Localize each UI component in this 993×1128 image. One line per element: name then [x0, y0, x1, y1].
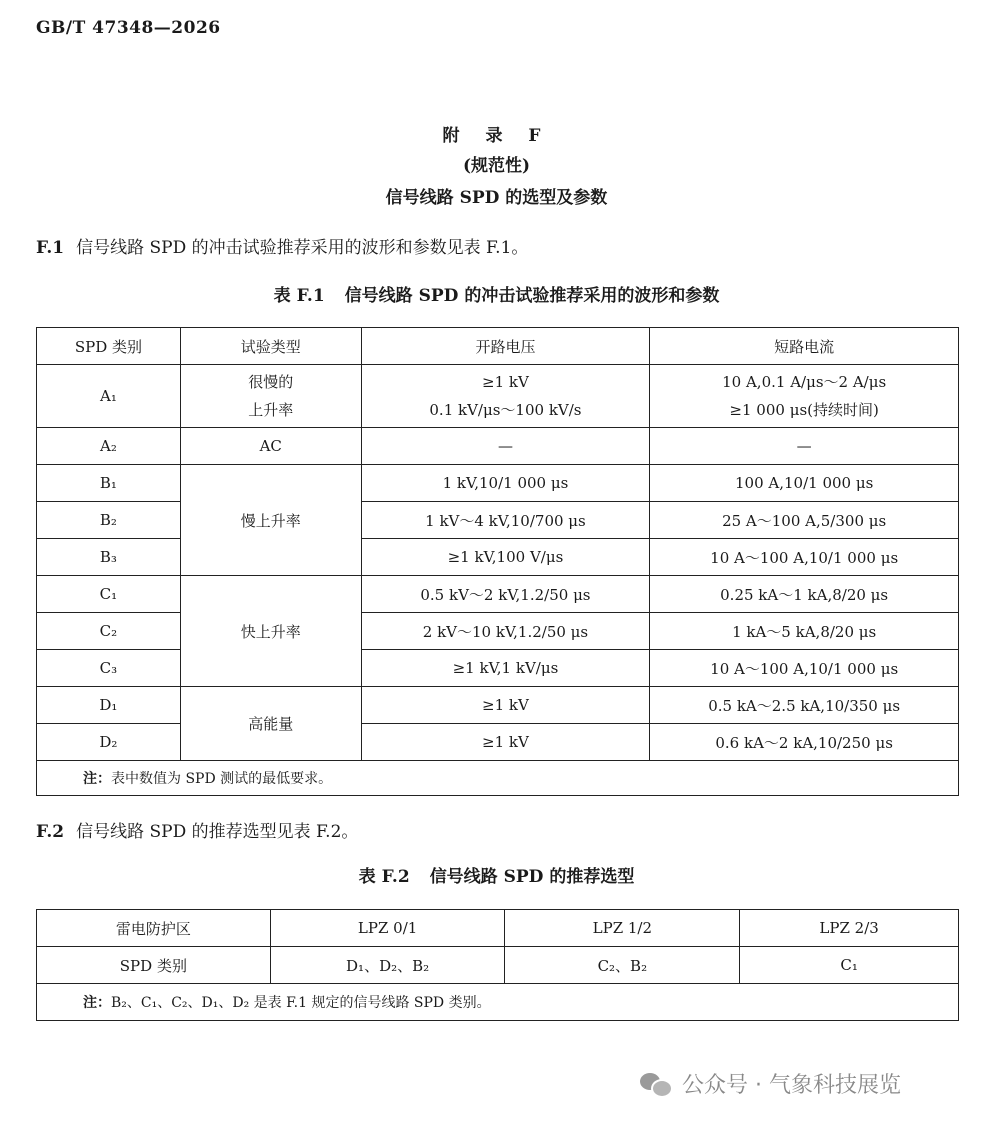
clause-text: 信号线路 SPD 的推荐选型见表 F.2。 — [76, 822, 359, 842]
clause-text: 信号线路 SPD 的冲击试验推荐采用的波形和参数见表 F.1。 — [76, 238, 529, 258]
standard-code: GB/T 47348—2026 — [36, 18, 221, 38]
table-note — [37, 761, 959, 796]
current-cell: 0.6 kA～2 kA,10/250 μs — [650, 724, 959, 761]
table-row — [37, 576, 959, 613]
category-cell: C₁ — [740, 947, 959, 984]
table2-caption-text: 信号线路 SPD 的推荐选型 — [429, 867, 635, 887]
current-cell: 1 kA～5 kA,8/20 μs — [650, 613, 959, 650]
voltage-cell: 1 kV,10/1 000 μs — [361, 465, 650, 502]
category-cell: D₁、D₂、B₂ — [270, 947, 505, 984]
current-cell — [650, 365, 959, 428]
table-row — [37, 910, 959, 947]
header-cell: 短路电流 — [650, 328, 959, 365]
current-cell: 10 A～100 A,10/1 000 μs — [650, 650, 959, 687]
table-row — [37, 539, 959, 576]
header-cell: 开路电压 — [361, 328, 650, 365]
voltage-cell: 0.5 kV～2 kV,1.2/50 μs — [361, 576, 650, 613]
note-label: 注： — [83, 771, 111, 787]
test-type-cell: 慢上升率 — [180, 465, 361, 576]
test-type-cell: 快上升率 — [180, 576, 361, 687]
current-cell: — — [650, 428, 959, 465]
current-line: 10 A,0.1 A/μs～2 A/μs — [722, 373, 887, 391]
category-cell: B₁ — [37, 465, 181, 502]
table-row — [37, 687, 959, 724]
table-row — [37, 613, 959, 650]
zone-cell: LPZ 1/2 — [505, 910, 740, 947]
test-type-cell: 高能量 — [180, 687, 361, 761]
category-cell: B₂ — [37, 502, 181, 539]
table-row — [37, 650, 959, 687]
category-cell: C₂ — [37, 613, 181, 650]
voltage-cell: 1 kV～4 kV,10/700 μs — [361, 502, 650, 539]
clause-number: F.2 — [36, 822, 65, 842]
current-line: ≥1 000 μs(持续时间) — [729, 401, 879, 419]
table-row — [37, 724, 959, 761]
note-text: 表中数值为 SPD 测试的最低要求。 — [111, 771, 333, 787]
current-cell: 100 A,10/1 000 μs — [650, 465, 959, 502]
test-type-line: 很慢的 — [248, 373, 294, 391]
table-row — [37, 365, 959, 428]
category-cell: C₃ — [37, 650, 181, 687]
voltage-cell — [361, 365, 650, 428]
voltage-line: 0.1 kV/μs～100 kV/s — [429, 401, 582, 419]
clause-f2 — [36, 817, 358, 842]
table-note-row — [37, 984, 959, 1021]
table1-caption-text: 信号线路 SPD 的冲击试验推荐采用的波形和参数 — [344, 286, 720, 306]
annex-type: (规范性) — [462, 156, 531, 176]
table-f2 — [36, 909, 959, 1021]
category-cell: D₁ — [37, 687, 181, 724]
current-cell: 25 A～100 A,5/300 μs — [650, 502, 959, 539]
voltage-cell: — — [361, 428, 650, 465]
voltage-cell: ≥1 kV,1 kV/μs — [361, 650, 650, 687]
table-header-row — [37, 328, 959, 365]
zone-cell: LPZ 2/3 — [740, 910, 959, 947]
table-f1 — [36, 327, 959, 796]
category-cell: C₂、B₂ — [505, 947, 740, 984]
header-cell: 试验类型 — [180, 328, 361, 365]
voltage-cell: ≥1 kV — [361, 687, 650, 724]
voltage-line: ≥1 kV — [482, 373, 529, 391]
table-note-row — [37, 761, 959, 796]
table-row — [37, 465, 959, 502]
category-cell: A₁ — [37, 365, 181, 428]
zone-header-cell: 雷电防护区 — [37, 910, 271, 947]
table-note — [37, 984, 959, 1021]
table1-caption — [0, 281, 993, 306]
annex-title: 附 录 F — [442, 126, 551, 146]
header-cell: SPD 类别 — [37, 328, 181, 365]
note-label: 注： — [83, 995, 111, 1011]
voltage-cell: ≥1 kV,100 V/μs — [361, 539, 650, 576]
category-cell: A₂ — [37, 428, 181, 465]
category-header-cell: SPD 类别 — [37, 947, 271, 984]
category-cell: B₃ — [37, 539, 181, 576]
clause-f1 — [36, 233, 528, 258]
current-cell: 0.25 kA～1 kA,8/20 μs — [650, 576, 959, 613]
voltage-cell: ≥1 kV — [361, 724, 650, 761]
test-type-cell: AC — [180, 428, 361, 465]
voltage-cell: 2 kV～10 kV,1.2/50 μs — [361, 613, 650, 650]
category-cell: D₂ — [37, 724, 181, 761]
current-cell: 10 A～100 A,10/1 000 μs — [650, 539, 959, 576]
clause-number: F.1 — [36, 238, 65, 258]
test-type-line: 上升率 — [248, 401, 294, 419]
note-text: B₂、C₁、C₂、D₁、D₂ 是表 F.1 规定的信号线路 SPD 类别。 — [111, 995, 491, 1011]
wechat-icon — [640, 1071, 672, 1097]
table-row — [37, 428, 959, 465]
current-cell: 0.5 kA～2.5 kA,10/350 μs — [650, 687, 959, 724]
zone-cell: LPZ 0/1 — [270, 910, 505, 947]
watermark-text: 公众号 · 气象科技展览 — [682, 1073, 901, 1098]
watermark — [640, 1068, 901, 1099]
test-type-cell — [180, 365, 361, 428]
table-row — [37, 947, 959, 984]
table1-caption-number: 表 F.1 — [273, 286, 325, 306]
annex-subject: 信号线路 SPD 的选型及参数 — [385, 188, 608, 208]
category-cell: C₁ — [37, 576, 181, 613]
table2-caption — [0, 862, 993, 887]
table2-caption-number: 表 F.2 — [358, 867, 410, 887]
table-row — [37, 502, 959, 539]
